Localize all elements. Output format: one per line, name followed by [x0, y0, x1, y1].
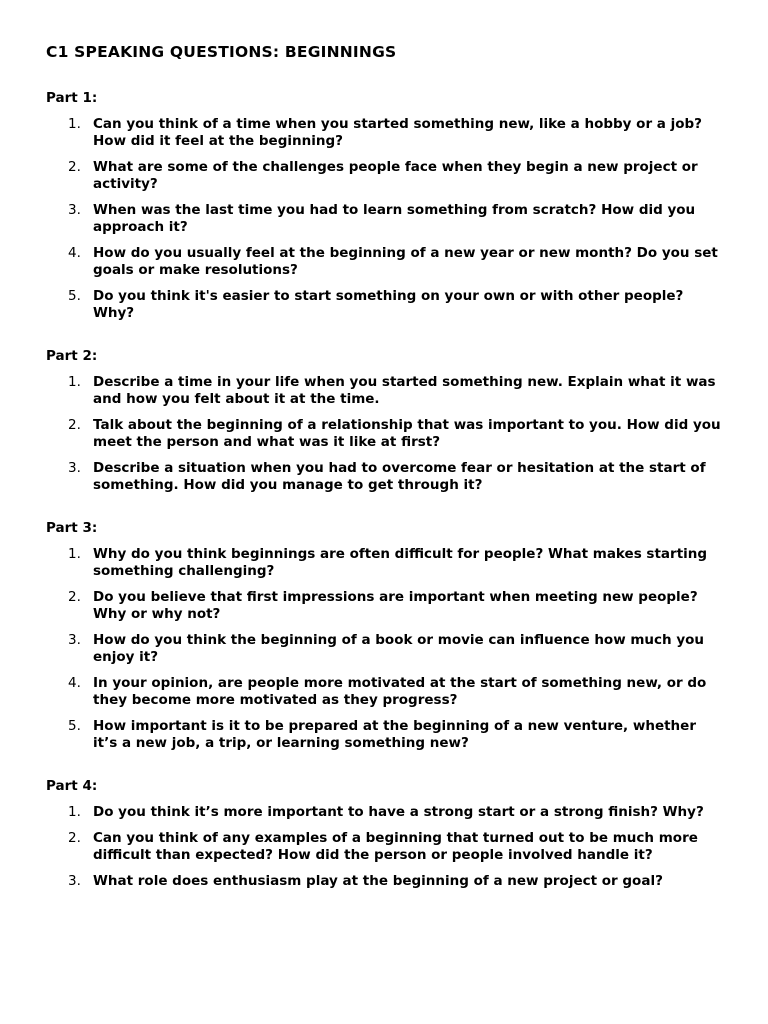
- question-text: Do you believe that first impressions are important when meeting new people? Why or why not?: [93, 589, 698, 622]
- part-heading: Part 4:: [46, 778, 98, 794]
- question-text: Do you think it’s more important to have a strong start or a strong finish? Why?: [93, 804, 704, 820]
- question-list: [46, 546, 728, 752]
- question-number: 2.: [68, 159, 81, 175]
- part-heading: Part 1:: [46, 90, 98, 106]
- question-item: [46, 589, 723, 623]
- question-text: Describe a situation when you had to overcome fear or hesitation at the start of something. How did you manage to get through it?: [93, 460, 706, 493]
- question-number: 2.: [68, 589, 81, 605]
- question-item: [46, 159, 723, 193]
- part-3-section: [46, 520, 728, 752]
- part-heading: Part 2:: [46, 348, 98, 364]
- question-item: [46, 202, 723, 236]
- question-text: Describe a time in your life when you started something new. Explain what it was and how you felt about it at the time.: [93, 374, 716, 407]
- question-text: In your opinion, are people more motivated at the start of something new, or do they become more motivated as they progress?: [93, 675, 707, 708]
- question-item: [46, 116, 723, 150]
- question-item: [46, 804, 723, 821]
- question-number: 2.: [68, 830, 81, 846]
- question-text: How do you think the beginning of a book or movie can influence how much you enjoy it?: [93, 632, 705, 665]
- question-number: 2.: [68, 417, 81, 433]
- question-text: Can you think of any examples of a beginning that turned out to be much more difficult than expected? How did the person or people involved handle it?: [93, 830, 698, 863]
- question-number: 1.: [68, 804, 81, 820]
- question-list: [46, 374, 728, 494]
- question-item: [46, 288, 723, 322]
- question-number: 5.: [68, 288, 81, 304]
- part-2-section: [46, 348, 728, 494]
- question-text: Why do you think beginnings are often difficult for people? What makes starting something challenging?: [93, 546, 708, 579]
- question-list: [46, 804, 728, 890]
- question-text: When was the last time you had to learn something from scratch? How did you approach it?: [93, 202, 696, 235]
- part-1-section: [46, 90, 728, 322]
- question-item: [46, 245, 723, 279]
- question-text: Do you think it's easier to start something on your own or with other people? Why?: [93, 288, 684, 321]
- question-number: 1.: [68, 546, 81, 562]
- question-number: 5.: [68, 718, 81, 734]
- document-title: C1 SPEAKING QUESTIONS: BEGINNINGS: [46, 43, 397, 61]
- question-number: 1.: [68, 116, 81, 132]
- question-item: [46, 873, 723, 890]
- question-number: 3.: [68, 632, 81, 648]
- question-number: 4.: [68, 675, 81, 691]
- question-number: 3.: [68, 873, 81, 889]
- question-number: 3.: [68, 460, 81, 476]
- question-text: How important is it to be prepared at the beginning of a new venture, whether it’s a new job, a trip, or learning something new?: [93, 718, 696, 751]
- question-item: [46, 417, 723, 451]
- part-heading: Part 3:: [46, 520, 98, 536]
- question-item: [46, 675, 723, 709]
- question-text: How do you usually feel at the beginning of a new year or new month? Do you set goals or make resolutions?: [93, 245, 718, 278]
- question-item: [46, 718, 723, 752]
- question-number: 1.: [68, 374, 81, 390]
- question-text: What role does enthusiasm play at the beginning of a new project or goal?: [93, 873, 663, 889]
- question-item: [46, 546, 723, 580]
- question-number: 4.: [68, 245, 81, 261]
- question-item: [46, 460, 723, 494]
- part-4-section: [46, 778, 728, 890]
- question-item: [46, 632, 723, 666]
- question-item: [46, 830, 723, 864]
- question-text: Talk about the beginning of a relationship that was important to you. How did you meet the person and what was it like at first?: [93, 417, 721, 450]
- question-number: 3.: [68, 202, 81, 218]
- question-list: [46, 116, 728, 322]
- question-item: [46, 374, 723, 408]
- question-text: Can you think of a time when you started something new, like a hobby or a job? How did it feel at the beginning?: [93, 116, 703, 149]
- question-text: What are some of the challenges people face when they begin a new project or activity?: [93, 159, 698, 192]
